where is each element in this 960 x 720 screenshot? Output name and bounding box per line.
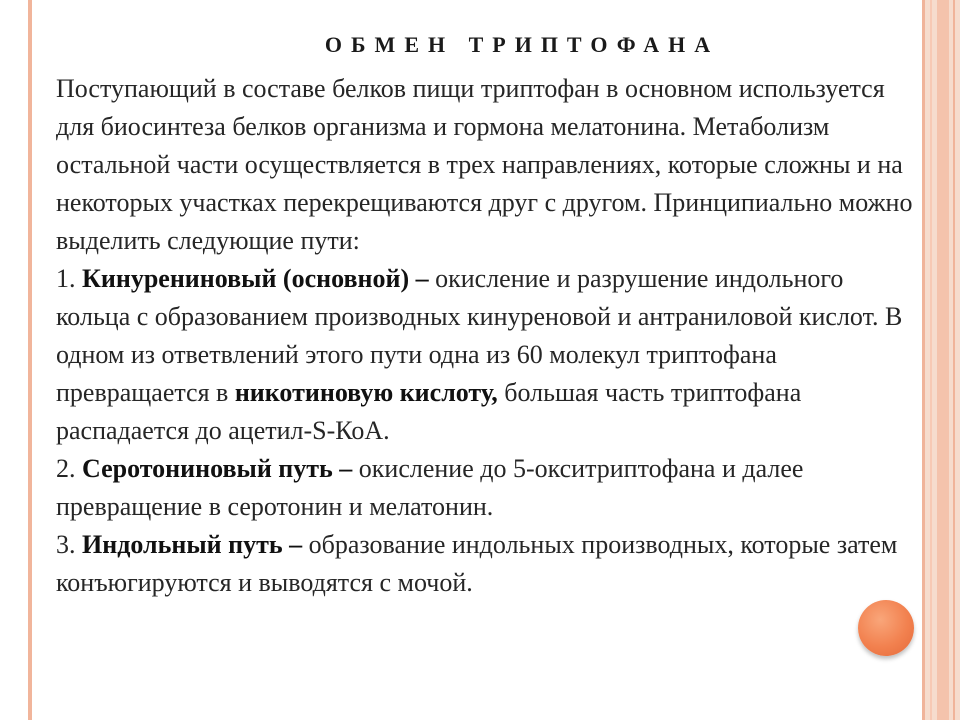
band-line xyxy=(953,0,955,720)
slide-content xyxy=(56,30,916,602)
band-line xyxy=(922,0,925,720)
left-decorative-stripe xyxy=(28,0,32,720)
item-highlight: никотиновую кислоту, xyxy=(234,378,498,407)
item-number: 1. xyxy=(56,264,82,293)
pathway-item-2 xyxy=(56,450,916,526)
item-text: окисление и разрушение индольного кольца с образованием производных кинуреновой и антраниловой кислот. В одном из ответвлений этого пути одна из 60 молекул триптофана превращается в xyxy=(56,264,903,407)
orange-circle-decoration xyxy=(858,600,914,656)
item-term: Кинурениновый (основной) – xyxy=(82,264,429,293)
item-number: 3. xyxy=(56,530,82,559)
intro-paragraph: Поступающий в составе белков пищи триптофан в основном используется для биосинтеза белков организма и гормона мелатонина. Метаболизм остальной части осуществляется в трех направлениях, которые сложны и на некоторых участках перекрещиваются друг с другом. Принципиально можно выделить следующие пути: xyxy=(56,74,913,255)
item-text: окисление до 5-окситриптофана и далее превращение в серотонин и мелатонин. xyxy=(56,454,804,521)
item-term: Серотониновый путь – xyxy=(82,454,353,483)
pathway-item-1 xyxy=(56,260,916,450)
item-text: образование индольных производных, которые затем конъюгируются и выводятся с мочой. xyxy=(56,530,898,597)
band-line xyxy=(937,0,949,720)
slide-title: ОБМЕН ТРИПТОФАНА xyxy=(324,32,720,57)
right-decorative-band xyxy=(922,0,960,720)
item-term: Индольный путь – xyxy=(82,530,303,559)
item-text: большая часть триптофана распадается до ацетил-S-КоА. xyxy=(56,378,802,445)
slide-body xyxy=(56,70,916,602)
band-line xyxy=(930,0,932,720)
pathway-item-3 xyxy=(56,526,916,602)
item-number: 2. xyxy=(56,454,82,483)
